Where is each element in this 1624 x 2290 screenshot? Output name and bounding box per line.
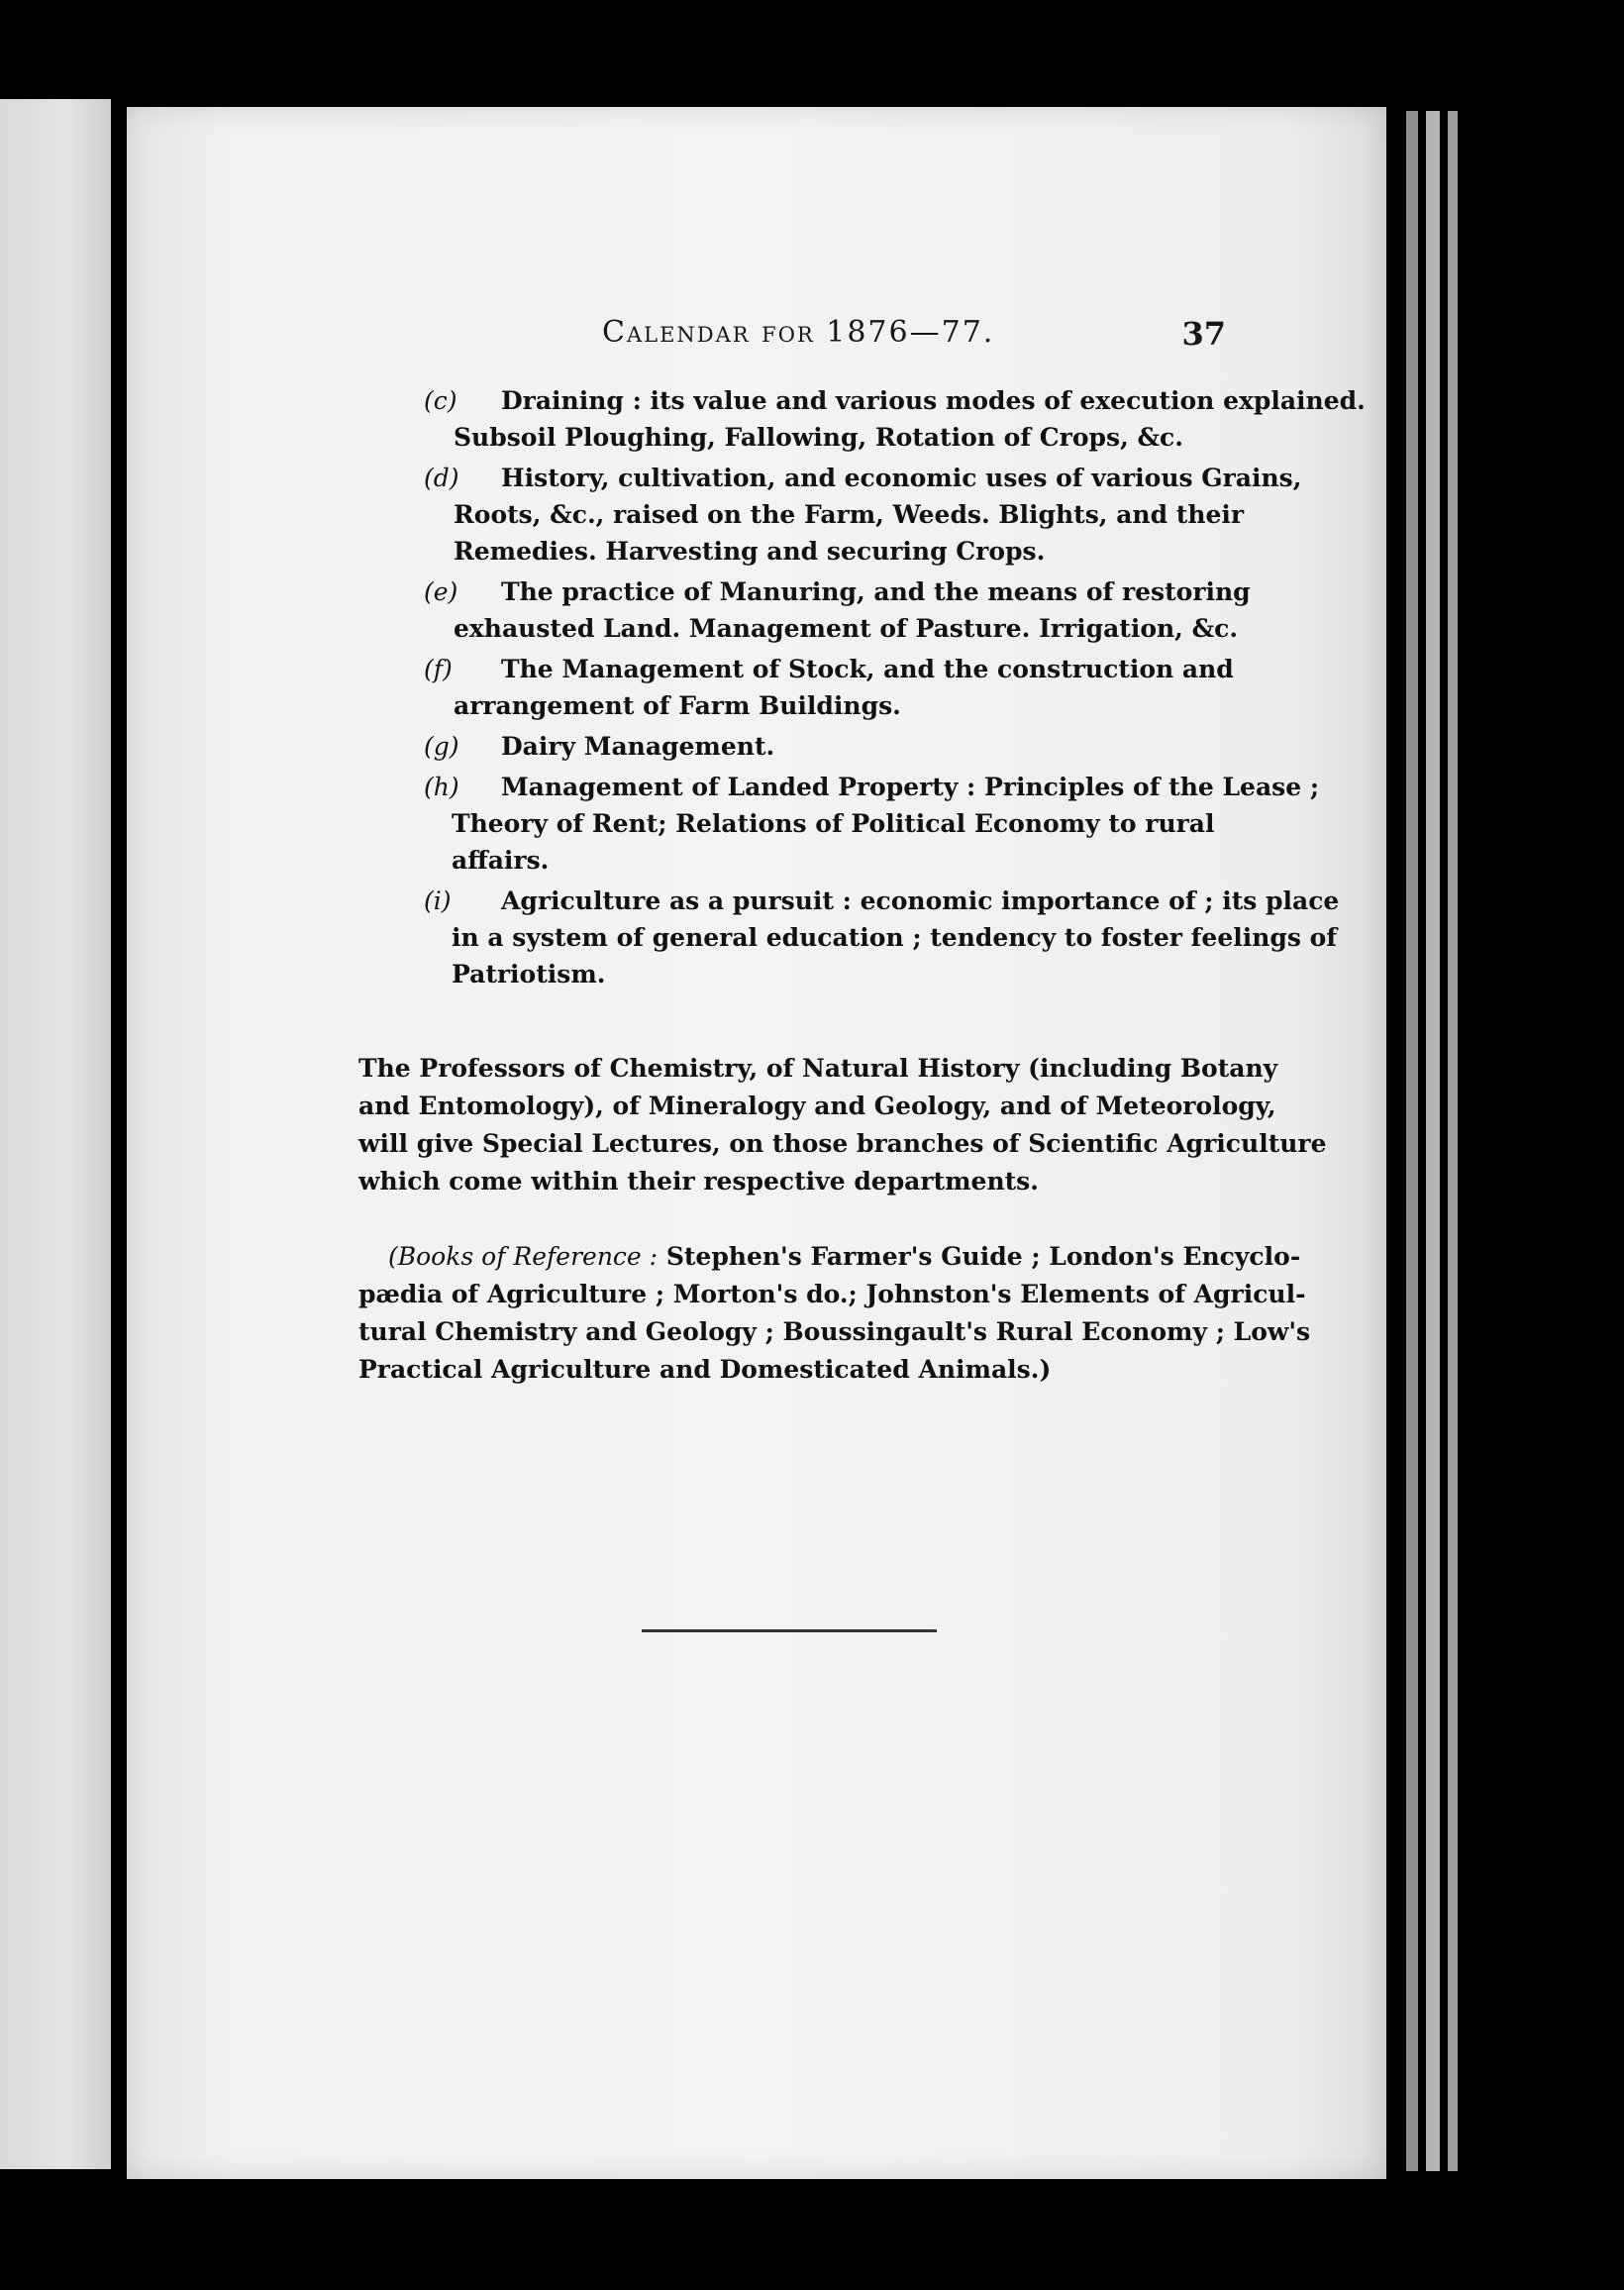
list-item (424, 573, 1251, 647)
paragraph-line: tural Chemistry and Geology ; Boussingault's Rural Economy ; Low's (358, 1317, 1311, 1346)
item-line: exhausted Land. Management of Pasture. Irrigation, &c. (454, 614, 1239, 643)
item-line: The Management of Stock, and the construction and (501, 655, 1234, 683)
item-label: (c) (424, 386, 457, 415)
item-line: Dairy Management. (501, 732, 775, 761)
item-line: History, cultivation, and economic uses of various Grains, (501, 464, 1302, 492)
item-label: (h) (424, 773, 459, 801)
list-item (424, 769, 1320, 879)
professors-paragraph (358, 1050, 1327, 1200)
item-line: Agriculture as a pursuit : economic importance of ; its place (501, 886, 1340, 915)
item-line: The practice of Manuring, and the means of restoring (501, 577, 1251, 606)
list-item (424, 883, 1340, 992)
item-line: affairs. (452, 846, 550, 875)
item-line: Management of Landed Property : Principles of the Lease ; (501, 773, 1320, 801)
paragraph-line: Stephen's Farmer's Guide ; London's Encyclo- (665, 1242, 1301, 1271)
item-line: Remedies. Harvesting and securing Crops. (454, 537, 1046, 566)
paragraph-line: pædia of Agriculture ; Morton's do.; Johnston's Elements of Agricul- (358, 1280, 1306, 1308)
facing-page-edge (0, 99, 111, 2169)
paragraph-line: will give Special Lectures, on those branches of Scientific Agriculture (358, 1129, 1327, 1158)
page-number: 37 (1181, 315, 1226, 353)
running-header (602, 315, 1226, 359)
item-label: (f) (424, 655, 453, 683)
list-item (424, 728, 1228, 765)
item-label: (g) (424, 732, 459, 761)
page-stack-edge (1406, 111, 1418, 2171)
list-item (424, 460, 1302, 570)
paragraph-line: which come within their respective departments. (358, 1167, 1039, 1196)
item-line: in a system of general education ; tendency to foster feelings of (452, 923, 1338, 952)
item-line: Draining : its value and various modes of execution explained. (501, 386, 1366, 415)
topic-list (424, 382, 1366, 996)
item-line: Theory of Rent; Relations of Political Economy to rural (452, 809, 1215, 838)
references-lead: (Books of Reference : (388, 1242, 659, 1271)
references-paragraph (358, 1238, 1311, 1389)
item-line: Roots, &c., raised on the Farm, Weeds. Blights, and their (454, 500, 1245, 529)
item-line: Patriotism. (452, 960, 606, 989)
list-item (424, 651, 1234, 724)
page-stack-edge (1426, 111, 1440, 2171)
paragraph-line: Practical Agriculture and Domesticated Animals.) (358, 1355, 1052, 1384)
item-label: (i) (424, 886, 452, 915)
paragraph-line: and Entomology), of Mineralogy and Geology, and of Meteorology, (358, 1092, 1276, 1120)
running-title: Calendar for 1876—77. (602, 315, 995, 350)
item-line: arrangement of Farm Buildings. (454, 691, 901, 720)
item-line: Subsoil Ploughing, Fallowing, Rotation of Crops, &c. (454, 423, 1183, 452)
item-label: (d) (424, 464, 459, 492)
section-divider-rule (642, 1629, 937, 1632)
paragraph-line: The Professors of Chemistry, of Natural History (including Botany (358, 1054, 1278, 1083)
item-label: (e) (424, 577, 458, 606)
page-stack-edge (1448, 111, 1458, 2171)
list-item (424, 382, 1366, 456)
